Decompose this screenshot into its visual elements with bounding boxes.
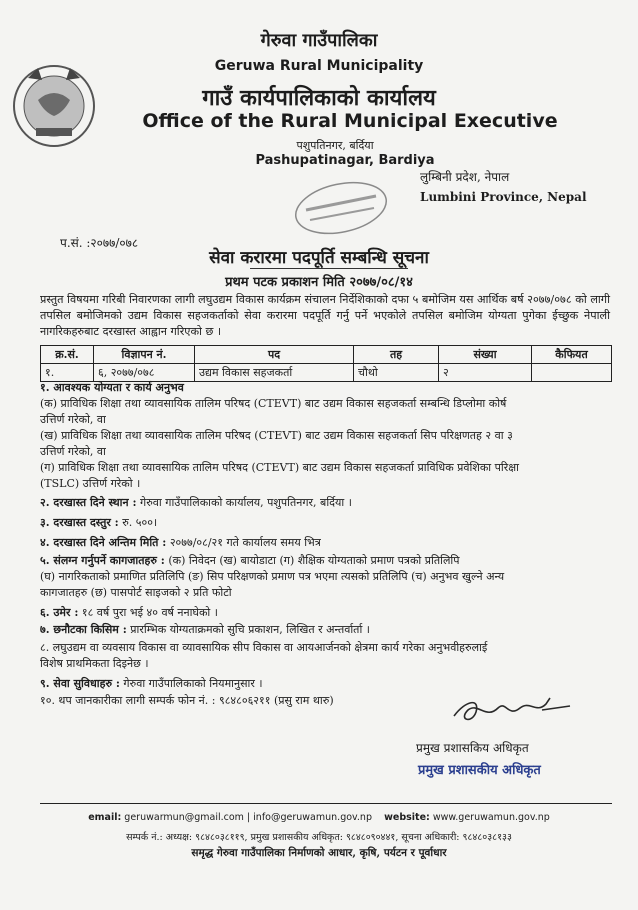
table-header-row [41,346,612,364]
col-sn: क्र.सं. [41,346,94,364]
section-heading: ९. सेवा सुविधाहरु : [40,677,120,690]
notice-title: सेवा करारमा पदपूर्ति सम्बन्धि सूचना [209,248,429,268]
section-priority [40,640,612,672]
municipality-name-en: Geruwa Rural Municipality [214,58,424,74]
footer-divider [40,803,612,804]
vacancy-table [40,345,612,382]
section-text: (क) निवेदन (ख) बायोडाटा (ग) शैक्षिक योग्यताको प्रमाण पत्रको प्रतिलिपि [164,554,460,567]
footer-contact [0,812,638,823]
priority-line: ८. लघुउद्यम वा व्यवसाय विकास वा व्यावसायिक सीप विकास वा आयआर्जनको क्षेत्रमा कार्य गरेका अनुभवीहरुलाई [40,641,488,654]
qualification-line: उत्तिर्ण गरेको, वा [40,445,106,458]
documents-line: कागजातहरु (छ) पासपोर्ट साइजको २ प्रति फोटो [40,586,232,599]
qualification-line: (TSLC) उत्तिर्ण गरेको । [40,477,141,490]
section-fee [40,515,612,531]
section-text: गेरुवा गाउँपालिकाको कार्यालय, पशुपतिनगर, बर्दिया । [136,496,352,509]
section-deadline [40,535,612,551]
office-name-np: गाउँ कार्यपालिकाको कार्यालय [202,85,436,111]
province-en: Lumbini Province, Nepal [420,190,587,204]
title-underline [250,268,408,269]
signatory-stamp: प्रमुख प्रशासकीय अधिकृत [418,763,541,778]
qualification-line: (क) प्राविधिक शिक्षा तथा व्यावसायिक तालिम परिषद (CTEVT) बाट उद्यम विकास सहजकर्ता सम्बन्धि डिप्लोमा कोर्ष [40,397,507,410]
cell-sn: १. [41,364,94,382]
email-text: geruwarmun@gmail.com | info@geruwamun.gov.np [121,812,372,823]
cell-level: चौथो [354,364,439,382]
col-level: तह [354,346,439,364]
address-np: पशुपतिनगर, बर्दिया [296,139,374,152]
section-text: २०७७/०८/२१ गते कार्यालय समय भित्र [166,536,321,549]
footer-slogan: समृद्ध गेरुवा गाउँपालिका निर्माणको आधार, कृषि, पर्यटन र पूर्वाधार [191,847,447,859]
section-heading: ४. दरखास्त दिने अन्तिम मिति : [40,536,167,549]
office-name-en: Office of the Rural Municipal Executive [142,110,558,132]
section-qualification [40,380,612,492]
section-heading: १. आवश्यक योग्यता र कार्य अनुभव [40,381,184,394]
section-heading: ३. दरखास्त दस्तुर : [40,516,119,529]
section-benefits [40,676,612,692]
qualification-line: उत्तिर्ण गरेको, वा [40,413,106,426]
footer-phones: सम्पर्क नं.: अध्यक्ष: ९८४८०३८११९, प्रमुख प्रशासकीय अधिकृत: ९८४८०९०४४१, सूचना अधिकारी: ९८४८०३८१३३ [126,832,512,843]
table-row [41,364,612,382]
section-selection [40,622,612,638]
cell-post: उद्यम विकास सहजकर्ता [195,364,354,382]
email-label: email: [88,812,122,823]
section-heading: ६. उमेर : [40,606,79,619]
province-np: लुम्बिनी प्रदेश, नेपाल [420,170,510,184]
col-remarks: कैफियत [532,346,612,364]
section-documents [40,553,612,601]
intro-paragraph: प्रस्तुत विषयमा गरिबी निवारणका लागी लघुउद्यम विकास कार्यक्रम संचालन निर्देशिकाको दफा ५ बमोजिम यस आर्थिक बर्ष २०७७/०७८ को लागी तपसिल बमोजिमको उद्यम विकास सहजकर्ताको सेवा करारमा पदपूर्ति गर्नु पर्ने भएकोले तपसिल बमोजिम योग्यता पुगेका ईच्छुक नेपाली नागरिकहरुबाट दरखास्त आह्वान गरिएको छ । [40,293,610,338]
col-post: पद [195,346,354,364]
signatory-title: प्रमुख प्रशासकिय अधिकृत [416,741,529,755]
section-text: १८ वर्ष पुरा भई ४० वर्ष ननाघेको । [78,606,218,619]
col-count: संख्या [439,346,532,364]
publication-date: प्रथम पटक प्रकाशन मिति २०७७/०८/१४ [225,275,413,290]
cell-remarks [532,364,612,382]
qualification-line: (ग) प्राविधिक शिक्षा तथा व्यावसायिक तालिम परिषद (CTEVT) बाट उद्यम विकास सहजकर्ता प्राविधिक प्रवेशिका परिक्षा [40,461,519,474]
section-application-place [40,495,612,511]
signature-icon [446,694,576,728]
cell-count: २ [439,364,532,382]
section-text: रु. ५००। [118,516,158,529]
address-en: Pashupatinagar, Bardiya [255,153,435,168]
section-heading: ५. संलग्न गर्नुपर्ने कागजातहरु : [40,554,165,567]
section-heading: २. दरखास्त दिने स्थान : [40,496,137,509]
col-ad-no: विज्ञापन नं. [94,346,195,364]
qualification-line: (ख) प्राविधिक शिक्षा तथा व्यावसायिक तालिम परिषद (CTEVT) बाट उद्यम विकास सहजकर्ता सिप परिक्षणतह २ वा ३ [40,429,513,442]
website-text: www.geruwamun.gov.np [429,812,550,823]
documents-line: (घ) नागरिकताको प्रमाणित प्रतिलिपि (ङ) सिप परिक्षणको प्रमाण पत्र भएमा त्यसको प्रतिलिपि (च) अनुभव खुल्ने अन्य [40,570,505,583]
section-text: गेरुवा गाउँपालिकाको नियमानुसार । [119,677,263,690]
priority-line: विशेष प्राथमिकता दिइनेछ । [40,657,149,670]
section-contact: १०. थप जानकारीका लागी सम्पर्क फोन नं. : ९८४८०६२११ (प्रसु राम थारु) [40,694,334,707]
municipality-name-np: गेरुवा गाउँपालिका [260,30,378,51]
website-label: website: [384,812,430,823]
section-heading: ७. छनौटका किसिम : [40,623,127,636]
section-text: प्रारम्भिक योग्यताक्रमको सुचि प्रकाशन, लिखित र अन्तर्वार्ता । [126,623,370,636]
cell-ad-no: ६, २०७७/०७८ [94,364,195,382]
reference-number: प.सं. :२०७७/०७८ [60,236,139,250]
office-stamp-icon [288,178,394,236]
section-age [40,605,612,621]
